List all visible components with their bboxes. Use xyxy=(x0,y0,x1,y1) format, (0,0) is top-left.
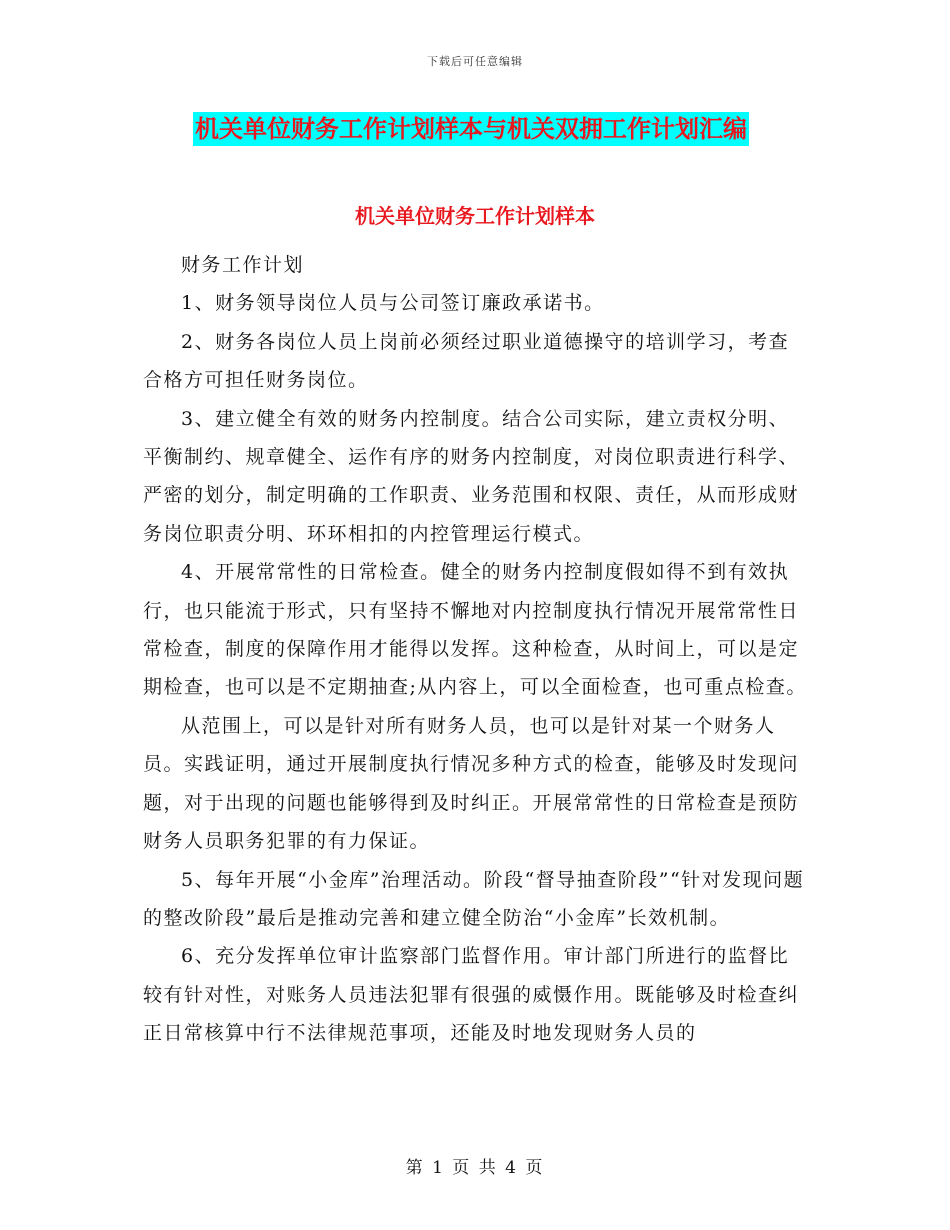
paragraph: 3、建立健全有效的财务内控制度。结合公司实际，建立责权分明、平衡制约、规章健全、运作有序的财务内控制度，对岗位职责进行科学、严密的划分，制定明确的工作职责、业务范围和权限、责任，从而形成财务岗位职责分明、环环相扣的内控管理运行模式。 xyxy=(143,407,800,545)
paragraph: 从范围上，可以是针对所有财务人员，也可以是针对某一个财务人员。实践证明，通过开展制度执行情况多种方式的检查，能够及时发现问题，对于出现的问题也能够得到及时纠正。开展常常性的日常检查是预防财务人员职务犯罪的有力保证。 xyxy=(143,714,800,853)
paragraph: 2、财务各岗位人员上岗前必须经过职业道德操守的培训学习，考查合格方可担任财务岗位。 xyxy=(143,330,790,392)
paragraph: 6、充分发挥单位审计监察部门监督作用。审计部门所进行的监督比较有针对性，对账务人员违法犯罪有很强的威慑作用。既能够及时检查纠正日常核算中行不法律规范事项，还能及时地发现财务人员的 xyxy=(143,945,800,1045)
document-body xyxy=(143,246,809,1053)
paragraph: 5、每年开展“小金库”治理活动。阶段“督导抽查阶段”“针对发现问题的整改阶段”最后是推动完善和建立健全防治“小金库”长效机制。 xyxy=(143,868,805,929)
paragraph: 财务工作计划 xyxy=(181,254,305,276)
section-title: 机关单位财务工作计划样本 xyxy=(355,204,595,228)
paragraph: 1、财务领导岗位人员与公司签订廉政承诺书。 xyxy=(181,292,605,315)
header-note: 下载后可任意编辑 xyxy=(427,55,523,68)
document-title: 机关单位财务工作计划样本与机关双拥工作计划汇编 xyxy=(193,112,749,146)
page-number-footer: 第 1 页 共 4 页 xyxy=(405,1158,545,1178)
paragraph: 4、开展常常性的日常检查。健全的财务内控制度假如得不到有效执行，也只能流于形式，只有坚持不懈地对内控制度执行情况开展常常性日常检查，制度的保障作用才能得以发挥。这种检查，从时间上，可以是定期检查，也可以是不定期抽查;从内容上，可以全面检查，也可重点检查。 xyxy=(143,561,807,699)
